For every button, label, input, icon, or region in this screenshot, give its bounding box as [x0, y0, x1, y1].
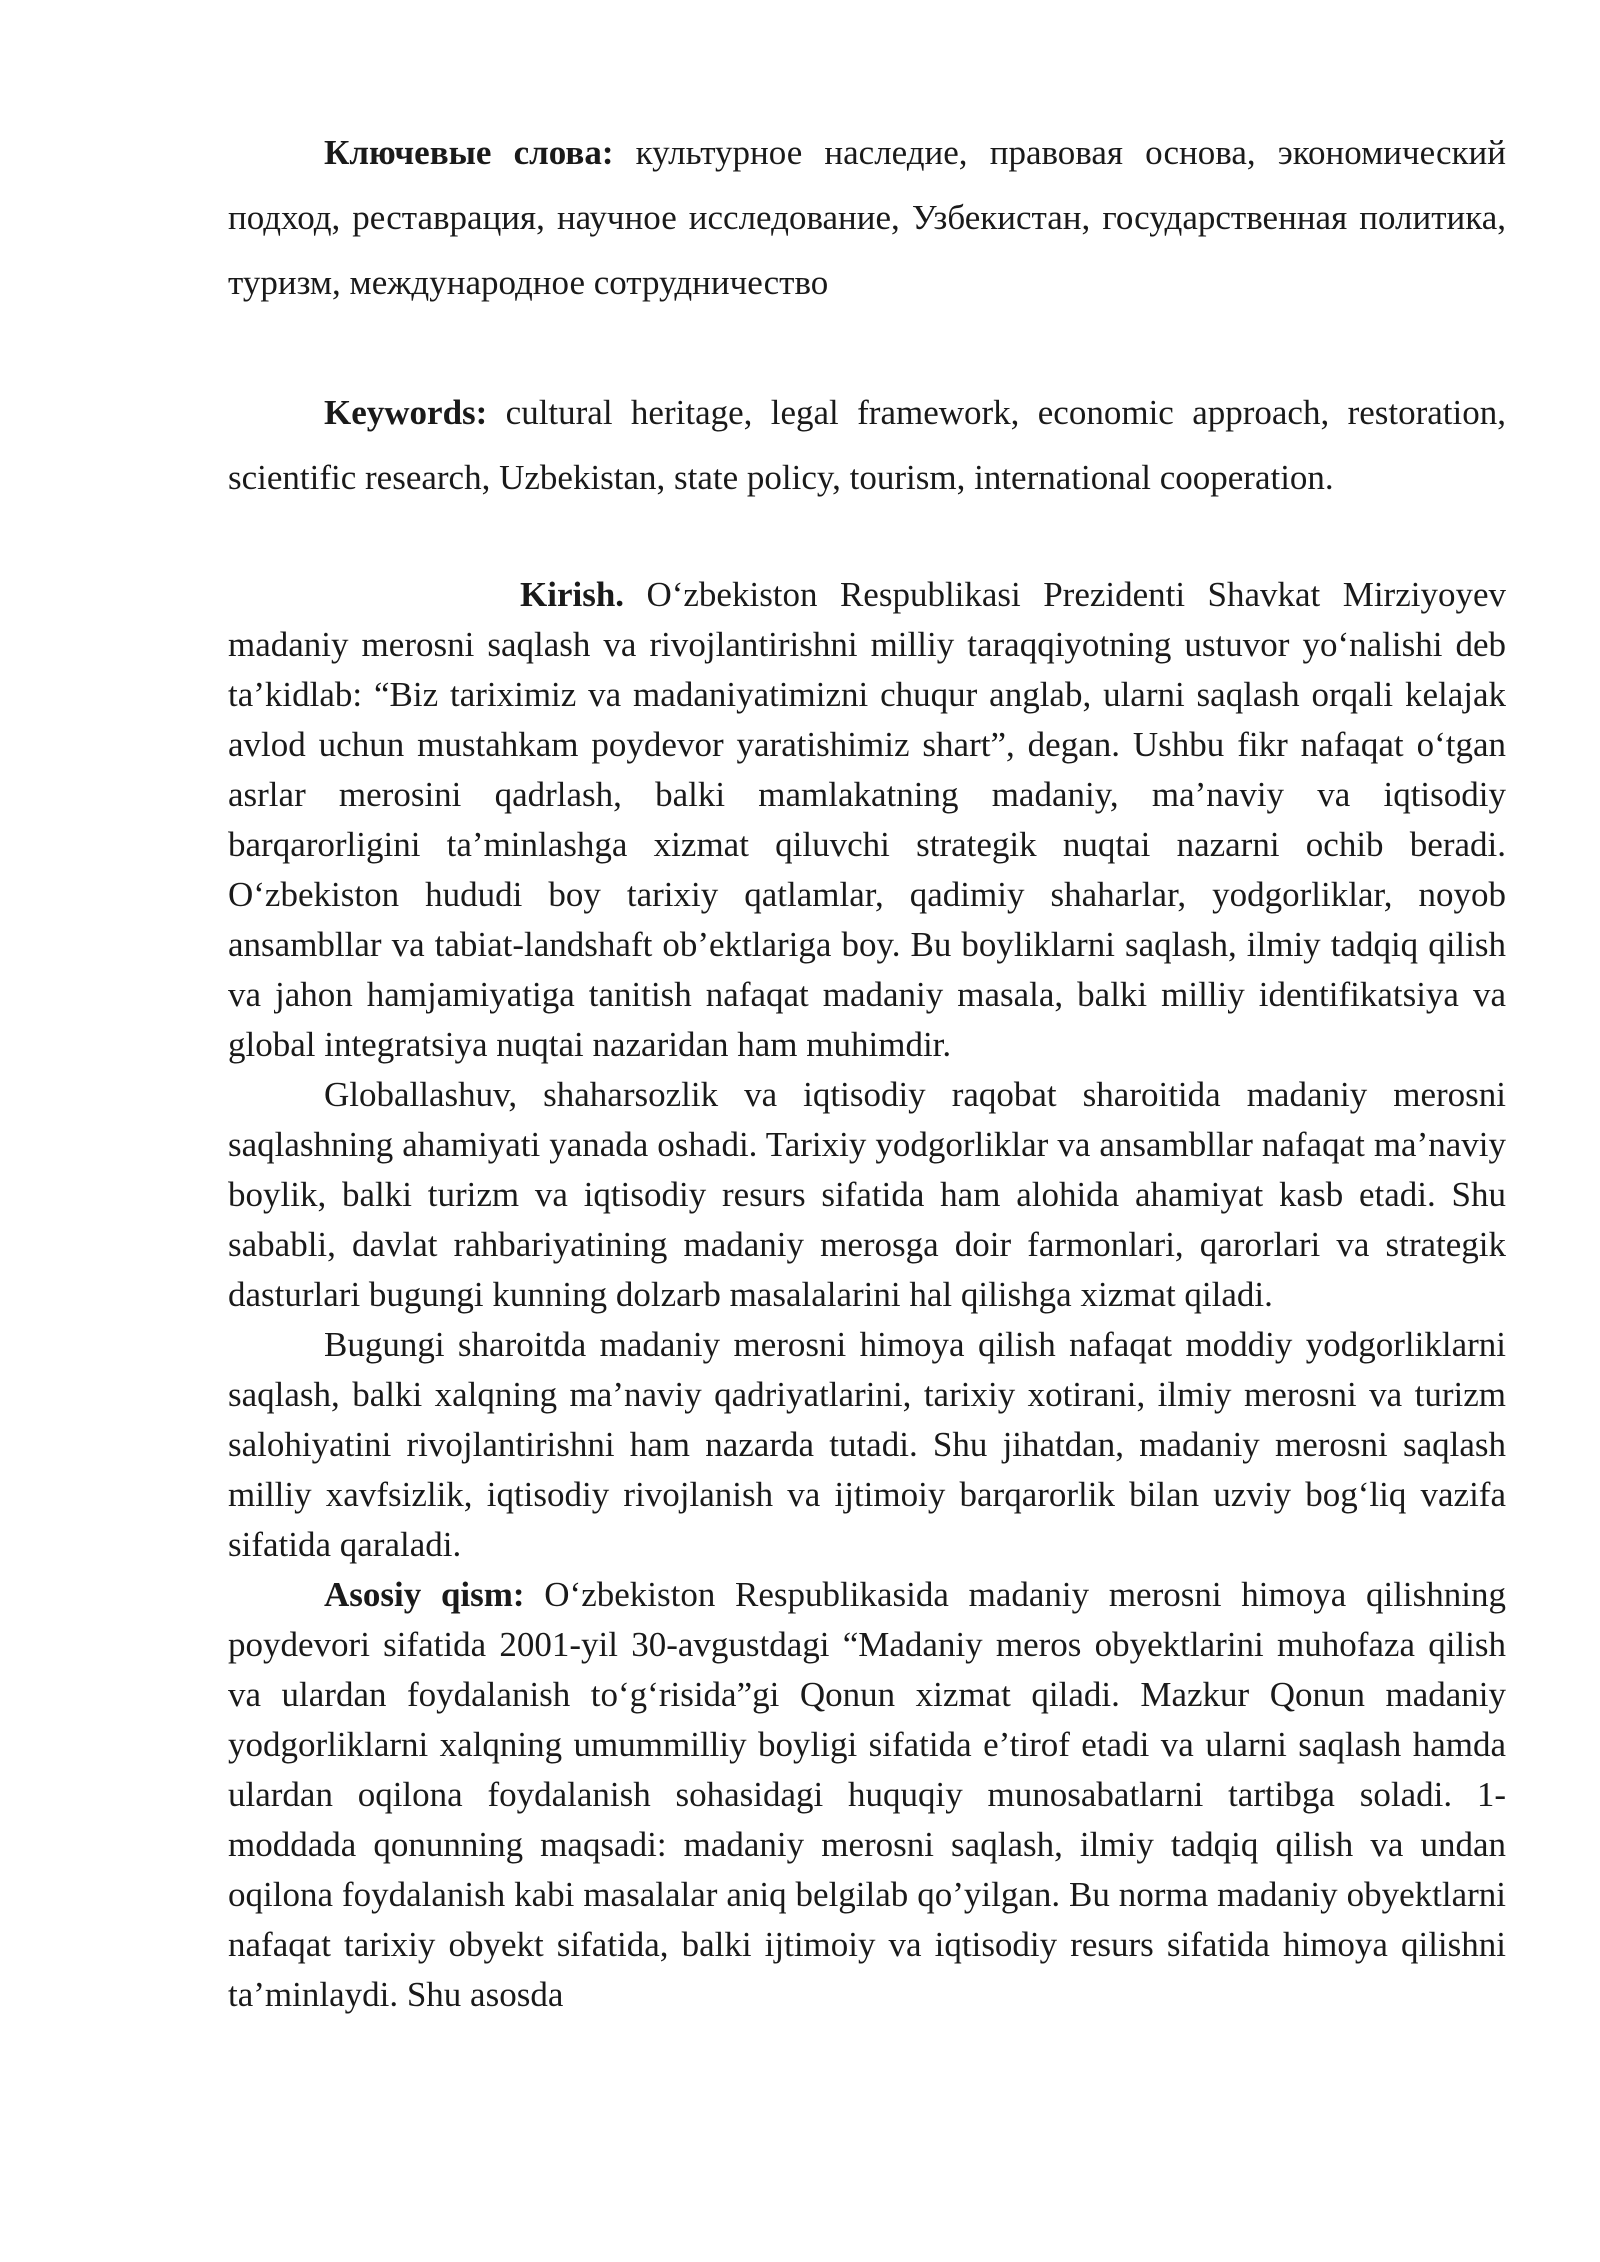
keywords-en-paragraph: [228, 380, 1506, 510]
main-part-paragraph: [228, 1570, 1506, 2020]
document-page: [228, 120, 1506, 2020]
body-paragraph-1: Globallashuv, shaharsozlik va iqtisodiy raqobat sharoitida madaniy merosni saqlashning ahamiyati yanada oshadi. Tarixiy yodgorliklar va ansambllar nafaqat ma’naviy boylik, balki turizm va iqtisodiy resurs sifatida ham alohida ahamiyat kasb etadi. Shu sababli, davlat rahbariyatining madaniy merosga doir farmonlari, qarorlari va strategik dasturlari bugungi kunning dolzarb masalalarini hal qilishga xizmat qiladi.: [228, 1075, 1506, 1314]
keywords-ru-paragraph: [228, 120, 1506, 315]
main-part-label: Asosiy qism:: [324, 1575, 525, 1614]
keywords-ru-text: культурное наследие, правовая основа, экономический подход, реставрация, научное исследование, Узбекистан, государственная политика, туризм, международное сотрудничество: [228, 133, 1506, 302]
intro-label: Kirish.: [520, 575, 625, 614]
main-part-text: O‘zbekiston Respublikasida madaniy merosni himoya qilishning poydevori sifatida 2001-yil 30-avgustdagi “Madaniy meros obyektlarini muhofaza qilish va ulardan foydalanish to‘g‘risida”gi Qonun xizmat qiladi. Mazkur Qonun madaniy yodgorliklarni xalqning umummilliy boyligi sifatida e’tirof etadi va ularni saqlash hamda ulardan oqilona foydalanish sohasidagi huquqiy munosabatlarni tartibga soladi. 1-moddada qonunning maqsadi: madaniy merosni saqlash, ilmiy tadqiq qilish va undan oqilona foydalanish kabi masalalar aniq belgilab qo’yilgan. Bu norma madaniy obyektlarni nafaqat tarixiy obyekt sifatida, balki ijtimoiy va iqtisodiy resurs sifatida himoya qilishni ta’minlaydi. Shu asosda: [228, 1575, 1506, 2014]
intro-text: O‘zbekiston Respublikasi Prezidenti Shavkat Mirziyoyev madaniy merosni saqlash va rivojlantirishni milliy taraqqiyotning ustuvor yo‘nalishi deb ta’kidlab: “Biz tariximiz va madaniyatimizni chuqur anglab, ularni saqlash orqali kelajak avlod uchun mustahkam poydevor yaratishimiz shart”, degan. Ushbu fikr nafaqat o‘tgan asrlar merosini qadrlash, balki mamlakatning madaniy, ma’naviy va iqtisodiy barqarorligini ta’minlashga xizmat qiluvchi strategik nuqtai nazarni ochib beradi. O‘zbekiston hududi boy tarixiy qatlamlar, qadimiy shaharlar, yodgorliklar, noyob ansambllar va tabiat-landshaft ob’ektlariga boy. Bu boyliklarni saqlash, ilmiy tadqiq qilish va jahon hamjamiyatiga tanitish nafaqat madaniy masala, balki milliy identifikatsiya va global integratsiya nuqtai nazaridan ham muhimdir.: [228, 575, 1506, 1064]
body-paragraph-2: Bugungi sharoitda madaniy merosni himoya qilish nafaqat moddiy yodgorliklarni saqlash, balki xalqning ma’naviy qadriyatlarini, tarixiy xotirani, ilmiy merosni va turizm salohiyatini rivojlantirishni ham nazarda tutadi. Shu jihatdan, madaniy merosni saqlash milliy xavfsizlik, iqtisodiy rivojlanish va ijtimoiy barqarorlik bilan uzviy bog‘liq vazifa sifatida qaraladi.: [228, 1325, 1506, 1564]
intro-paragraph: [228, 570, 1506, 1070]
keywords-ru-label: Ключевые слова:: [324, 133, 614, 172]
keywords-en-label: Keywords:: [324, 393, 488, 432]
keywords-en-text: cultural heritage, legal framework, economic approach, restoration, scientific research, Uzbekistan, state policy, tourism, international cooperation.: [228, 393, 1506, 497]
